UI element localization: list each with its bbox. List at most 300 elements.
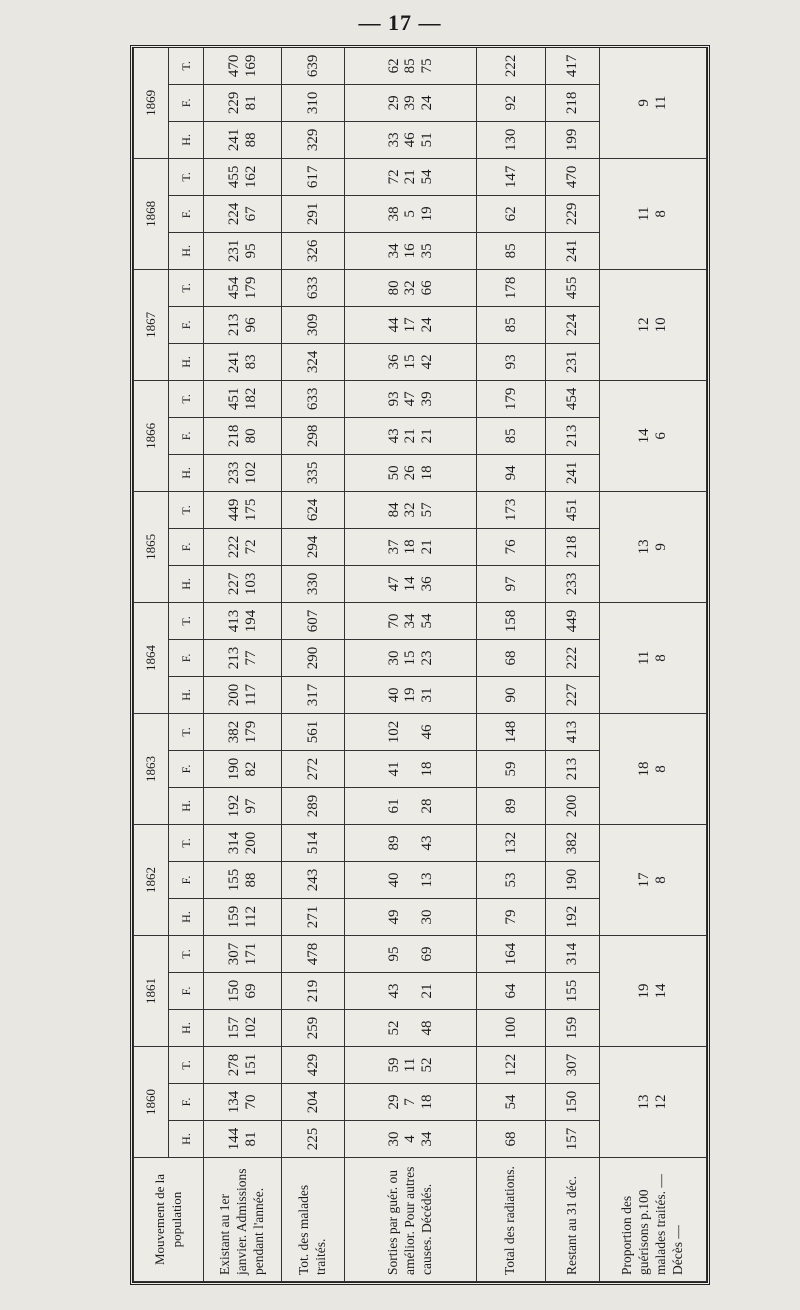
- cell-value: 617: [304, 165, 321, 189]
- cell-value: 69: [418, 946, 435, 962]
- cell-value: 80: [242, 428, 259, 444]
- table-cell: [282, 972, 345, 1009]
- cell-value: 89: [385, 835, 402, 851]
- sex-subheader: F.: [169, 306, 204, 343]
- cell-value: 30: [385, 1131, 402, 1147]
- cell-value: 8: [652, 654, 669, 662]
- cell-value: 18: [418, 1094, 435, 1110]
- row-label: Tot. des malades traités.: [282, 1158, 345, 1282]
- table-cell: [476, 121, 545, 158]
- cell-value: 224: [564, 313, 581, 337]
- table-row: [476, 47, 545, 1281]
- table-cell: [204, 639, 282, 676]
- table-cell: [204, 84, 282, 121]
- table-cell: [476, 861, 545, 898]
- cell-value: 112: [242, 906, 259, 928]
- cell-value: [402, 716, 419, 748]
- cell-value: 97: [242, 798, 259, 814]
- cell-value: 179: [502, 387, 519, 411]
- cell-value: 11: [636, 206, 653, 222]
- table-cell: [282, 47, 345, 84]
- cell-value: 218: [226, 424, 243, 448]
- year-header: 1863: [134, 713, 169, 824]
- cell-value: 52: [385, 1020, 402, 1036]
- cell-value: 231: [564, 350, 581, 374]
- cell-value: 12: [636, 317, 653, 333]
- table-cell: [476, 417, 545, 454]
- cell-value: 227: [226, 572, 243, 596]
- cell-value: 233: [564, 572, 581, 596]
- sex-subheader: H.: [169, 898, 204, 935]
- cell-value: 159: [226, 905, 243, 929]
- cell-value: 95: [242, 243, 259, 259]
- year-header: 1869: [134, 47, 169, 158]
- cell-value: 50: [385, 465, 402, 481]
- cell-value: 18: [418, 761, 435, 777]
- cell-value: 23: [418, 650, 435, 666]
- cell-value: 29: [385, 95, 402, 111]
- sex-subheader: T.: [169, 935, 204, 972]
- cell-value: 40: [385, 872, 402, 888]
- cell-value: 233: [226, 461, 243, 485]
- table-cell: [476, 491, 545, 528]
- table-cell: [204, 565, 282, 602]
- cell-value: 64: [502, 983, 519, 999]
- cell-value: 66: [418, 280, 435, 296]
- table-cell: [282, 84, 345, 121]
- cell-value: 219: [304, 979, 321, 1003]
- table-cell: [344, 824, 476, 861]
- cell-value: 95: [385, 946, 402, 962]
- table-cell: [204, 1046, 282, 1083]
- cell-value: 54: [502, 1094, 519, 1110]
- cell-value: 241: [564, 461, 581, 485]
- table-cell: [282, 824, 345, 861]
- cell-value: 24: [418, 317, 435, 333]
- table-cell: [282, 602, 345, 639]
- table-row: [546, 47, 600, 1281]
- cell-value: 213: [564, 424, 581, 448]
- table-cell: [204, 898, 282, 935]
- year-header: 1860: [134, 1046, 169, 1157]
- table-cell: [344, 269, 476, 306]
- cell-value: 470: [564, 165, 581, 189]
- cell-value: 169: [242, 54, 259, 78]
- table-cell: [546, 454, 600, 491]
- cell-value: 44: [385, 317, 402, 333]
- cell-value: 57: [418, 502, 435, 518]
- cell-value: 18: [636, 761, 653, 777]
- cell-value: 102: [242, 1016, 259, 1040]
- cell-value: 68: [502, 650, 519, 666]
- row-label: Total des radiations.: [476, 1158, 545, 1282]
- cell-value: 243: [304, 868, 321, 892]
- cell-value: 14: [652, 983, 669, 999]
- cell-value: 199: [564, 128, 581, 152]
- table-cell: [204, 1009, 282, 1046]
- cell-value: 54: [418, 169, 435, 185]
- table-cell: [476, 1009, 545, 1046]
- cell-value: 4: [402, 1135, 419, 1143]
- table-cell: [476, 824, 545, 861]
- table-cell: [344, 787, 476, 824]
- cell-value: 12: [652, 1094, 669, 1110]
- cell-value: 17: [402, 317, 419, 333]
- year-header: 1861: [134, 935, 169, 1046]
- table-cell: [476, 343, 545, 380]
- table-cell: [282, 380, 345, 417]
- cell-value: 13: [636, 539, 653, 555]
- table-cell: [546, 47, 600, 84]
- table-cell: [204, 1121, 282, 1158]
- sex-subheader: H.: [169, 454, 204, 491]
- cell-value: 29: [385, 1094, 402, 1110]
- cell-value: 92: [502, 95, 519, 111]
- cell-value: 178: [502, 276, 519, 300]
- cell-value: 88: [242, 872, 259, 888]
- cell-value: 122: [502, 1053, 519, 1077]
- table-cell: [344, 898, 476, 935]
- cell-value: [402, 1012, 419, 1044]
- cell-value: 11: [652, 95, 669, 111]
- table-cell: [476, 972, 545, 1009]
- year-header: 1866: [134, 380, 169, 491]
- cell-value: 49: [385, 909, 402, 925]
- cell-value: 278: [226, 1053, 243, 1077]
- table-cell: [344, 676, 476, 713]
- cell-value: 97: [502, 576, 519, 592]
- cell-value: 413: [564, 720, 581, 744]
- sex-subheader: F.: [169, 195, 204, 232]
- cell-value: 162: [242, 165, 259, 189]
- table-cell: [204, 861, 282, 898]
- proportion-cell: [599, 713, 706, 824]
- table-cell: [204, 454, 282, 491]
- cell-value: 11: [402, 1057, 419, 1073]
- table-cell: [282, 787, 345, 824]
- sex-subheader: F.: [169, 528, 204, 565]
- table-cell: [204, 121, 282, 158]
- cell-value: 70: [385, 613, 402, 629]
- year-header: 1867: [134, 269, 169, 380]
- proportion-cell: [599, 824, 706, 935]
- cell-value: 93: [502, 354, 519, 370]
- cell-value: 155: [226, 868, 243, 892]
- cell-value: 382: [564, 831, 581, 855]
- cell-value: [402, 753, 419, 785]
- table-cell: [546, 824, 600, 861]
- cell-value: 326: [304, 239, 321, 263]
- table-cell: [204, 602, 282, 639]
- cell-value: 200: [564, 794, 581, 818]
- table-cell: [344, 84, 476, 121]
- cell-value: 291: [304, 202, 321, 226]
- cell-value: 21: [418, 428, 435, 444]
- table-cell: [282, 713, 345, 750]
- cell-value: 451: [226, 387, 243, 411]
- cell-value: 81: [242, 95, 259, 111]
- cell-value: 84: [385, 502, 402, 518]
- cell-value: 314: [564, 942, 581, 966]
- cell-value: 478: [304, 942, 321, 966]
- cell-value: 5: [402, 210, 419, 218]
- corner-header: Mouvement de la population: [134, 1158, 204, 1282]
- cell-value: 21: [402, 428, 419, 444]
- cell-value: 85: [502, 428, 519, 444]
- cell-value: 39: [402, 95, 419, 111]
- table-cell: [344, 195, 476, 232]
- table-cell: [546, 861, 600, 898]
- cell-value: 61: [385, 798, 402, 814]
- proportion-row: [599, 47, 706, 1281]
- cell-value: 144: [226, 1127, 243, 1151]
- cell-value: 451: [564, 498, 581, 522]
- table-cell: [476, 1121, 545, 1158]
- proportion-cell: [599, 491, 706, 602]
- cell-value: 164: [502, 942, 519, 966]
- sex-subheader: T.: [169, 602, 204, 639]
- cell-value: 224: [226, 202, 243, 226]
- cell-value: 52: [418, 1057, 435, 1073]
- cell-value: 330: [304, 572, 321, 596]
- cell-value: 35: [418, 243, 435, 259]
- cell-value: 11: [636, 650, 653, 666]
- cell-value: 32: [402, 280, 419, 296]
- table-cell: [204, 269, 282, 306]
- sex-subheader: F.: [169, 972, 204, 1009]
- sex-subheader: H.: [169, 1009, 204, 1046]
- table-cell: [344, 602, 476, 639]
- table-cell: [282, 269, 345, 306]
- table-cell: [546, 750, 600, 787]
- table-cell: [546, 528, 600, 565]
- cell-value: [402, 975, 419, 1007]
- proportion-cell: [599, 1046, 706, 1157]
- year-header-row: [134, 47, 169, 1281]
- cell-value: 229: [226, 91, 243, 115]
- cell-value: 46: [402, 132, 419, 148]
- rotated-table-container: [133, 48, 707, 1282]
- table-cell: [204, 787, 282, 824]
- table-cell: [282, 195, 345, 232]
- table-cell: [546, 1121, 600, 1158]
- cell-value: 271: [304, 905, 321, 929]
- proportion-cell: [599, 269, 706, 380]
- cell-value: 43: [418, 835, 435, 851]
- cell-value: 148: [502, 720, 519, 744]
- table-cell: [282, 158, 345, 195]
- table-cell: [546, 269, 600, 306]
- cell-value: 633: [304, 276, 321, 300]
- table-cell: [204, 750, 282, 787]
- cell-value: 62: [385, 58, 402, 74]
- table-cell: [546, 306, 600, 343]
- cell-value: 259: [304, 1016, 321, 1040]
- cell-value: 455: [564, 276, 581, 300]
- cell-value: 317: [304, 683, 321, 707]
- sex-subheader: H.: [169, 343, 204, 380]
- cell-value: 335: [304, 461, 321, 485]
- cell-value: 222: [564, 646, 581, 670]
- table-row: [282, 47, 345, 1281]
- cell-value: 213: [226, 646, 243, 670]
- sex-subheader: T.: [169, 491, 204, 528]
- cell-value: 75: [418, 58, 435, 74]
- cell-value: 21: [418, 539, 435, 555]
- table-cell: [282, 1084, 345, 1121]
- table-cell: [476, 787, 545, 824]
- cell-value: 298: [304, 424, 321, 448]
- table-cell: [344, 491, 476, 528]
- table-cell: [546, 713, 600, 750]
- cell-value: 158: [502, 609, 519, 633]
- cell-value: 94: [502, 465, 519, 481]
- cell-value: 36: [385, 354, 402, 370]
- cell-value: [402, 901, 419, 933]
- cell-value: 59: [385, 1057, 402, 1073]
- sex-subheader: F.: [169, 750, 204, 787]
- cell-value: 37: [385, 539, 402, 555]
- table-cell: [344, 861, 476, 898]
- sex-subheader: H.: [169, 121, 204, 158]
- cell-value: 289: [304, 794, 321, 818]
- page-number: — 17 —: [358, 10, 442, 35]
- table-cell: [204, 306, 282, 343]
- year-header: 1862: [134, 824, 169, 935]
- cell-value: 26: [402, 465, 419, 481]
- table-cell: [476, 565, 545, 602]
- sex-subheader: F.: [169, 84, 204, 121]
- table-cell: [344, 380, 476, 417]
- cell-value: 413: [226, 609, 243, 633]
- cell-value: 18: [418, 465, 435, 481]
- cell-value: 157: [226, 1016, 243, 1040]
- year-header: 1868: [134, 158, 169, 269]
- table-cell: [546, 84, 600, 121]
- cell-value: 13: [636, 1094, 653, 1110]
- table-cell: [282, 306, 345, 343]
- table-cell: [282, 861, 345, 898]
- table-cell: [282, 676, 345, 713]
- cell-value: 639: [304, 54, 321, 78]
- cell-value: 192: [226, 794, 243, 818]
- cell-value: 190: [226, 757, 243, 781]
- table-cell: [476, 898, 545, 935]
- cell-value: 15: [402, 650, 419, 666]
- table-cell: [282, 528, 345, 565]
- cell-value: 213: [226, 313, 243, 337]
- cell-value: 85: [502, 243, 519, 259]
- cell-value: 241: [564, 239, 581, 263]
- cell-value: 19: [418, 206, 435, 222]
- table-cell: [282, 491, 345, 528]
- table-cell: [282, 121, 345, 158]
- cell-value: 31: [418, 687, 435, 703]
- cell-value: 173: [502, 498, 519, 522]
- table-cell: [476, 232, 545, 269]
- cell-value: [402, 938, 419, 970]
- cell-value: 81: [242, 1131, 259, 1147]
- table-cell: [476, 84, 545, 121]
- cell-value: 8: [652, 765, 669, 773]
- table-cell: [546, 898, 600, 935]
- cell-value: 8: [652, 210, 669, 218]
- population-movement-table: [133, 47, 707, 1282]
- table-cell: [546, 639, 600, 676]
- year-header: 1864: [134, 602, 169, 713]
- cell-value: 290: [304, 646, 321, 670]
- cell-value: 192: [564, 905, 581, 929]
- cell-value: 79: [502, 909, 519, 925]
- table-cell: [282, 343, 345, 380]
- cell-value: 309: [304, 313, 321, 337]
- cell-value: 241: [226, 128, 243, 152]
- cell-value: 179: [242, 720, 259, 744]
- cell-value: 455: [226, 165, 243, 189]
- cell-value: 68: [502, 1131, 519, 1147]
- cell-value: [402, 790, 419, 822]
- cell-value: 218: [564, 535, 581, 559]
- table-cell: [204, 824, 282, 861]
- table-cell: [282, 898, 345, 935]
- cell-value: 213: [564, 757, 581, 781]
- cell-value: 607: [304, 609, 321, 633]
- cell-value: 204: [304, 1090, 321, 1114]
- cell-value: 70: [242, 1094, 259, 1110]
- table-cell: [282, 565, 345, 602]
- cell-value: 307: [226, 942, 243, 966]
- cell-value: 21: [402, 169, 419, 185]
- cell-value: 100: [502, 1016, 519, 1040]
- cell-value: 17: [636, 872, 653, 888]
- cell-value: 159: [564, 1016, 581, 1040]
- cell-value: 222: [226, 535, 243, 559]
- table-cell: [204, 1084, 282, 1121]
- cell-value: 190: [564, 868, 581, 892]
- table-cell: [344, 935, 476, 972]
- table-cell: [344, 343, 476, 380]
- table-cell: [546, 121, 600, 158]
- table-cell: [476, 1084, 545, 1121]
- cell-value: 454: [226, 276, 243, 300]
- table-cell: [282, 1121, 345, 1158]
- cell-value: 8: [652, 876, 669, 884]
- table-cell: [344, 1046, 476, 1083]
- sex-subheader: T.: [169, 158, 204, 195]
- cell-value: 134: [226, 1090, 243, 1114]
- cell-value: 225: [304, 1127, 321, 1151]
- table-cell: [344, 47, 476, 84]
- cell-value: 90: [502, 687, 519, 703]
- table-cell: [476, 602, 545, 639]
- table-cell: [204, 935, 282, 972]
- table-cell: [546, 343, 600, 380]
- table-cell: [282, 1046, 345, 1083]
- cell-value: 34: [385, 243, 402, 259]
- cell-value: 39: [418, 391, 435, 407]
- cell-value: 227: [564, 683, 581, 707]
- cell-value: 32: [402, 502, 419, 518]
- table-cell: [476, 158, 545, 195]
- sex-subheader: F.: [169, 1084, 204, 1121]
- cell-value: 307: [564, 1053, 581, 1077]
- table-cell: [476, 306, 545, 343]
- cell-value: 231: [226, 239, 243, 263]
- cell-value: 47: [385, 576, 402, 592]
- cell-value: 155: [564, 979, 581, 1003]
- cell-value: 151: [242, 1053, 259, 1077]
- cell-value: 417: [564, 54, 581, 78]
